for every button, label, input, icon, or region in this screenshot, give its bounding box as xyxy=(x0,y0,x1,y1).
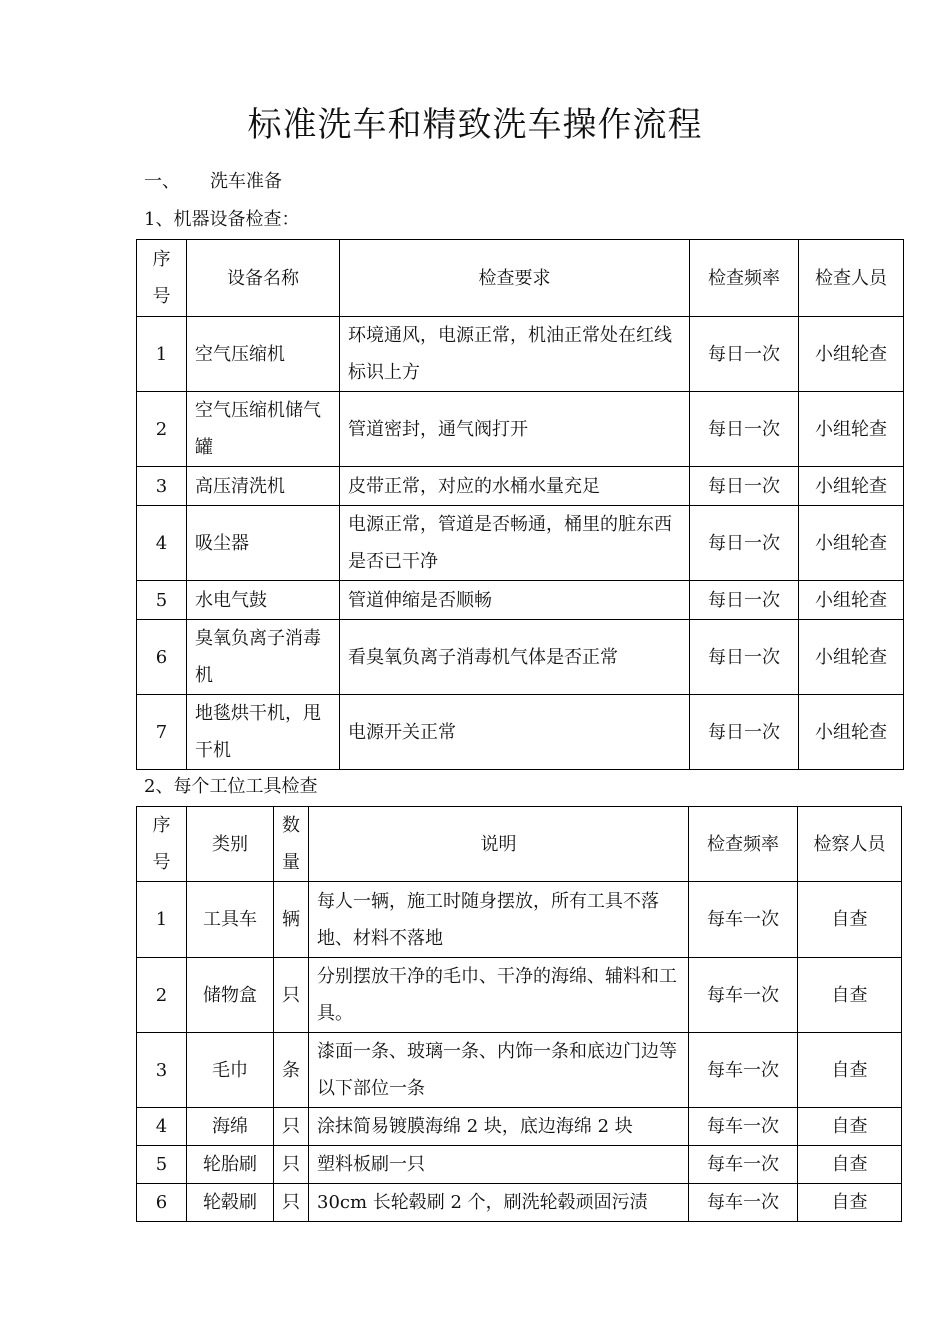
tool-description: 分别摆放干净的毛巾、干净的海绵、辅料和工具。 xyxy=(309,958,689,1033)
check-requirement: 管道伸缩是否顺畅 xyxy=(340,581,690,620)
check-frequency: 每车一次 xyxy=(689,958,798,1033)
header-cell: 类别 xyxy=(187,807,274,882)
header-cell: 说明 xyxy=(309,807,689,882)
check-frequency: 每车一次 xyxy=(689,1146,798,1184)
header-cell: 序号 xyxy=(137,807,187,882)
row-number: 5 xyxy=(137,1146,187,1184)
check-requirement: 电源正常，管道是否畅通，桶里的脏东西是否已干净 xyxy=(340,506,690,581)
row-number: 1 xyxy=(137,882,187,958)
tool-unit: 条 xyxy=(274,1033,309,1108)
tool-unit: 只 xyxy=(274,1184,309,1222)
check-frequency: 每车一次 xyxy=(689,1033,798,1108)
tool-check-heading: 2、每个工位工具检查 xyxy=(144,776,318,797)
section-title: 洗车准备 xyxy=(210,171,282,192)
equipment-check-heading: 1、机器设备检查： xyxy=(144,209,300,230)
header-cell: 设备名称 xyxy=(187,240,340,317)
check-requirement: 环境通风，电源正常，机油正常处在红线标识上方 xyxy=(340,317,690,392)
header-cell: 检查要求 xyxy=(340,240,690,317)
table-row xyxy=(137,581,904,620)
check-requirement: 电源开关正常 xyxy=(340,695,690,770)
inspector: 小组轮查 xyxy=(799,695,904,770)
inspector: 自查 xyxy=(798,882,902,958)
inspector: 自查 xyxy=(798,1184,902,1222)
check-requirement: 看臭氧负离子消毒机气体是否正常 xyxy=(340,620,690,695)
check-frequency: 每日一次 xyxy=(690,467,799,506)
equipment-name: 水电气鼓 xyxy=(187,581,340,620)
tool-description: 每人一辆，施工时随身摆放，所有工具不落地、材料不落地 xyxy=(309,882,689,958)
table-row xyxy=(137,1184,902,1222)
inspector: 小组轮查 xyxy=(799,581,904,620)
tool-description: 漆面一条、玻璃一条、内饰一条和底边门边等以下部位一条 xyxy=(309,1033,689,1108)
table-row xyxy=(137,1033,902,1108)
tool-category: 海绵 xyxy=(187,1108,274,1146)
row-number: 2 xyxy=(137,958,187,1033)
row-number: 4 xyxy=(137,1108,187,1146)
header-cell: 检察人员 xyxy=(798,807,902,882)
table-row xyxy=(137,467,904,506)
equipment-name: 吸尘器 xyxy=(187,506,340,581)
equipment-name: 高压清洗机 xyxy=(187,467,340,506)
header-cell: 检查频率 xyxy=(690,240,799,317)
equipment-name: 空气压缩机 xyxy=(187,317,340,392)
check-frequency: 每日一次 xyxy=(690,392,799,467)
row-number: 2 xyxy=(137,392,187,467)
inspector: 自查 xyxy=(798,1033,902,1108)
tool-unit: 只 xyxy=(274,1146,309,1184)
check-requirement: 管道密封，通气阀打开 xyxy=(340,392,690,467)
table-row xyxy=(137,392,904,467)
inspector: 小组轮查 xyxy=(799,392,904,467)
check-frequency: 每日一次 xyxy=(690,317,799,392)
tool-category: 轮胎刷 xyxy=(187,1146,274,1184)
row-number: 6 xyxy=(137,1184,187,1222)
inspector: 自查 xyxy=(798,958,902,1033)
row-number: 5 xyxy=(137,581,187,620)
tool-category: 储物盒 xyxy=(187,958,274,1033)
table-row xyxy=(137,620,904,695)
table-row xyxy=(137,1108,902,1146)
table-row xyxy=(137,958,902,1033)
check-frequency: 每日一次 xyxy=(690,506,799,581)
tool-category: 毛巾 xyxy=(187,1033,274,1108)
header-cell: 检查人员 xyxy=(799,240,904,317)
table-header-row xyxy=(137,807,902,882)
equipment-name: 地毯烘干机，甩干机 xyxy=(187,695,340,770)
check-frequency: 每车一次 xyxy=(689,1108,798,1146)
table-row xyxy=(137,1146,902,1184)
inspector: 小组轮查 xyxy=(799,317,904,392)
table-row xyxy=(137,695,904,770)
tool-description: 塑料板刷一只 xyxy=(309,1146,689,1184)
page-title: 标准洗车和精致洗车操作流程 xyxy=(247,105,703,145)
check-frequency: 每日一次 xyxy=(690,620,799,695)
section-number: 一、 xyxy=(144,171,180,192)
inspector: 小组轮查 xyxy=(799,620,904,695)
table-header-row xyxy=(137,240,904,317)
tool-description: 30cm 长轮毂刷 2 个，刷洗轮毂顽固污渍 xyxy=(309,1184,689,1222)
section-heading xyxy=(144,168,282,196)
tool-check-table xyxy=(136,806,902,1222)
check-frequency: 每日一次 xyxy=(690,695,799,770)
equipment-name: 臭氧负离子消毒机 xyxy=(187,620,340,695)
row-number: 6 xyxy=(137,620,187,695)
row-number: 4 xyxy=(137,506,187,581)
inspector: 小组轮查 xyxy=(799,506,904,581)
check-frequency: 每车一次 xyxy=(689,1184,798,1222)
row-number: 1 xyxy=(137,317,187,392)
equipment-check-table xyxy=(136,239,904,770)
row-number: 7 xyxy=(137,695,187,770)
table-row xyxy=(137,882,902,958)
check-frequency: 每日一次 xyxy=(690,581,799,620)
tool-unit: 只 xyxy=(274,1108,309,1146)
tool-description: 涂抹简易镀膜海绵 2 块，底边海绵 2 块 xyxy=(309,1108,689,1146)
row-number: 3 xyxy=(137,1033,187,1108)
table-row xyxy=(137,317,904,392)
check-frequency: 每车一次 xyxy=(689,882,798,958)
inspector: 自查 xyxy=(798,1146,902,1184)
tool-category: 轮毂刷 xyxy=(187,1184,274,1222)
tool-category: 工具车 xyxy=(187,882,274,958)
table-row xyxy=(137,506,904,581)
header-cell: 序号 xyxy=(137,240,187,317)
header-cell: 数量 xyxy=(274,807,309,882)
row-number: 3 xyxy=(137,467,187,506)
check-requirement: 皮带正常，对应的水桶水量充足 xyxy=(340,467,690,506)
tool-unit: 只 xyxy=(274,958,309,1033)
equipment-name: 空气压缩机储气罐 xyxy=(187,392,340,467)
header-cell: 检查频率 xyxy=(689,807,798,882)
tool-unit: 辆 xyxy=(274,882,309,958)
inspector: 自查 xyxy=(798,1108,902,1146)
inspector: 小组轮查 xyxy=(799,467,904,506)
